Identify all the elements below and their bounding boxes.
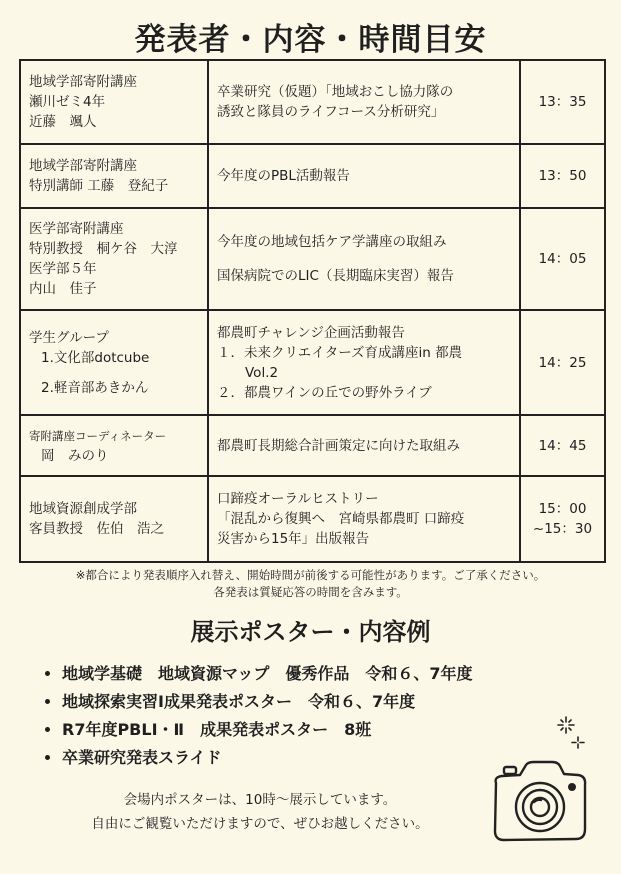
list-item: • 地域探索実習Ⅰ成果発表ポスター 令和６、7年度 bbox=[62, 688, 473, 716]
presenter-name: 岡 みのり bbox=[41, 447, 109, 464]
page-title: 発表者・内容・時間目安 bbox=[134, 22, 487, 58]
presenter-name: 特別教授 桐ケ谷 大淳 bbox=[29, 241, 178, 257]
sparkle-icon bbox=[556, 715, 590, 749]
table-row bbox=[20, 208, 605, 310]
content-line: 卒業研究（仮題）「地域おこし協力隊の bbox=[217, 84, 454, 100]
schedule-table bbox=[19, 59, 606, 563]
list-item: • 地域学基礎 地域資源マップ 優秀作品 令和６、7年度 bbox=[62, 660, 473, 688]
presenter-group: 1.文化部dotcube bbox=[41, 349, 150, 366]
content-line: 口蹄疫オーラルヒストリー bbox=[217, 491, 379, 507]
table-row bbox=[20, 476, 605, 562]
presenter-affiliation: 地域学部寄附講座 bbox=[29, 74, 137, 90]
time-cell bbox=[520, 476, 605, 562]
time-cell bbox=[520, 415, 605, 476]
content-cell bbox=[208, 144, 520, 208]
time-value: ~15：30 bbox=[532, 521, 593, 537]
table-row bbox=[20, 415, 605, 476]
list-item: • R7年度PBLⅠ・Ⅱ 成果発表ポスター 8班 bbox=[62, 716, 473, 744]
time-cell bbox=[520, 60, 605, 144]
content-line: 今年度のPBL活動報告 bbox=[217, 168, 350, 184]
presenter-cell bbox=[20, 415, 208, 476]
content-cell bbox=[208, 415, 520, 476]
content-cell bbox=[208, 208, 520, 310]
presenter-name: 内山 佳子 bbox=[29, 281, 97, 297]
exhibit-list bbox=[42, 660, 473, 772]
content-line: 「混乱から復興へ 宮崎県都農町 口蹄疫 bbox=[217, 511, 465, 527]
presenter-cell bbox=[20, 208, 208, 310]
presenter-affiliation: 学生グループ bbox=[29, 329, 109, 346]
footer-line: 会場内ポスターは、10時～展示しています。 bbox=[123, 792, 397, 808]
table-row bbox=[20, 60, 605, 144]
presenter-affiliation: 寄附講座コーディネーター bbox=[29, 428, 167, 443]
content-line: 災害から15年」出版報告 bbox=[217, 531, 370, 547]
presenter-name: 近藤 颯人 bbox=[29, 114, 97, 130]
content-line: ２．都農ワインの丘での野外ライブ bbox=[217, 384, 432, 401]
content-line: 都農町長期総合計画策定に向けた取組み bbox=[217, 437, 460, 454]
content-cell bbox=[208, 310, 520, 415]
presenter-cell bbox=[20, 310, 208, 415]
presenter-cell bbox=[20, 60, 208, 144]
note-line: 各発表は質疑応答の時間を含みます。 bbox=[213, 585, 408, 599]
presenter-role: 瀬川ゼミ4年 bbox=[29, 94, 106, 110]
presenter-cell bbox=[20, 476, 208, 562]
presenter-name: 特別講師 工藤 登紀子 bbox=[29, 178, 169, 194]
content-cell bbox=[208, 476, 520, 562]
content-line: 都農町チャレンジ企画活動報告 bbox=[217, 324, 405, 341]
camera-icon bbox=[490, 755, 590, 845]
content-line: 国保病院でのLIC（長期臨床実習）報告 bbox=[217, 268, 454, 284]
presenter-affiliation: 地域学部寄附講座 bbox=[29, 158, 137, 174]
time-value: 14：45 bbox=[538, 437, 587, 454]
table-row bbox=[20, 144, 605, 208]
presenter-affiliation: 医学部寄附講座 bbox=[29, 221, 124, 237]
presenter-cell bbox=[20, 144, 208, 208]
content-line: 今年度の地域包括ケア学講座の取組み bbox=[217, 234, 447, 250]
time-cell bbox=[520, 144, 605, 208]
time-cell bbox=[520, 310, 605, 415]
content-line: Vol.2 bbox=[245, 364, 279, 381]
content-line: １．未来クリエイターズ育成講座in 都農 bbox=[217, 344, 463, 361]
time-value: 14：25 bbox=[538, 354, 587, 371]
presenter-group: 2.軽音部あきかん bbox=[41, 379, 149, 396]
note-line: ※都合により発表順序入れ替え、開始時間が前後する可能性があります。ご了承ください。 bbox=[75, 568, 546, 582]
content-cell bbox=[208, 60, 520, 144]
time-value: 13：35 bbox=[538, 94, 587, 110]
section-title: 展示ポスター・内容例 bbox=[190, 618, 431, 646]
table-row bbox=[20, 310, 605, 415]
time-cell bbox=[520, 208, 605, 310]
footer-line: 自由にご観覧いただけますので、ぜひお越しください。 bbox=[91, 816, 429, 832]
list-item: • 卒業研究発表スライド bbox=[62, 744, 473, 772]
time-value: 14：05 bbox=[538, 251, 587, 267]
presenter-name: 客員教授 佐伯 浩之 bbox=[29, 521, 164, 537]
presenter-affiliation: 地域資源創成学部 bbox=[29, 501, 137, 517]
time-value: 15：00 bbox=[538, 501, 587, 517]
content-line: 誘致と隊員のライフコース分析研究」 bbox=[217, 104, 445, 120]
time-value: 13：50 bbox=[538, 168, 587, 184]
presenter-affiliation: 医学部５年 bbox=[29, 261, 97, 277]
